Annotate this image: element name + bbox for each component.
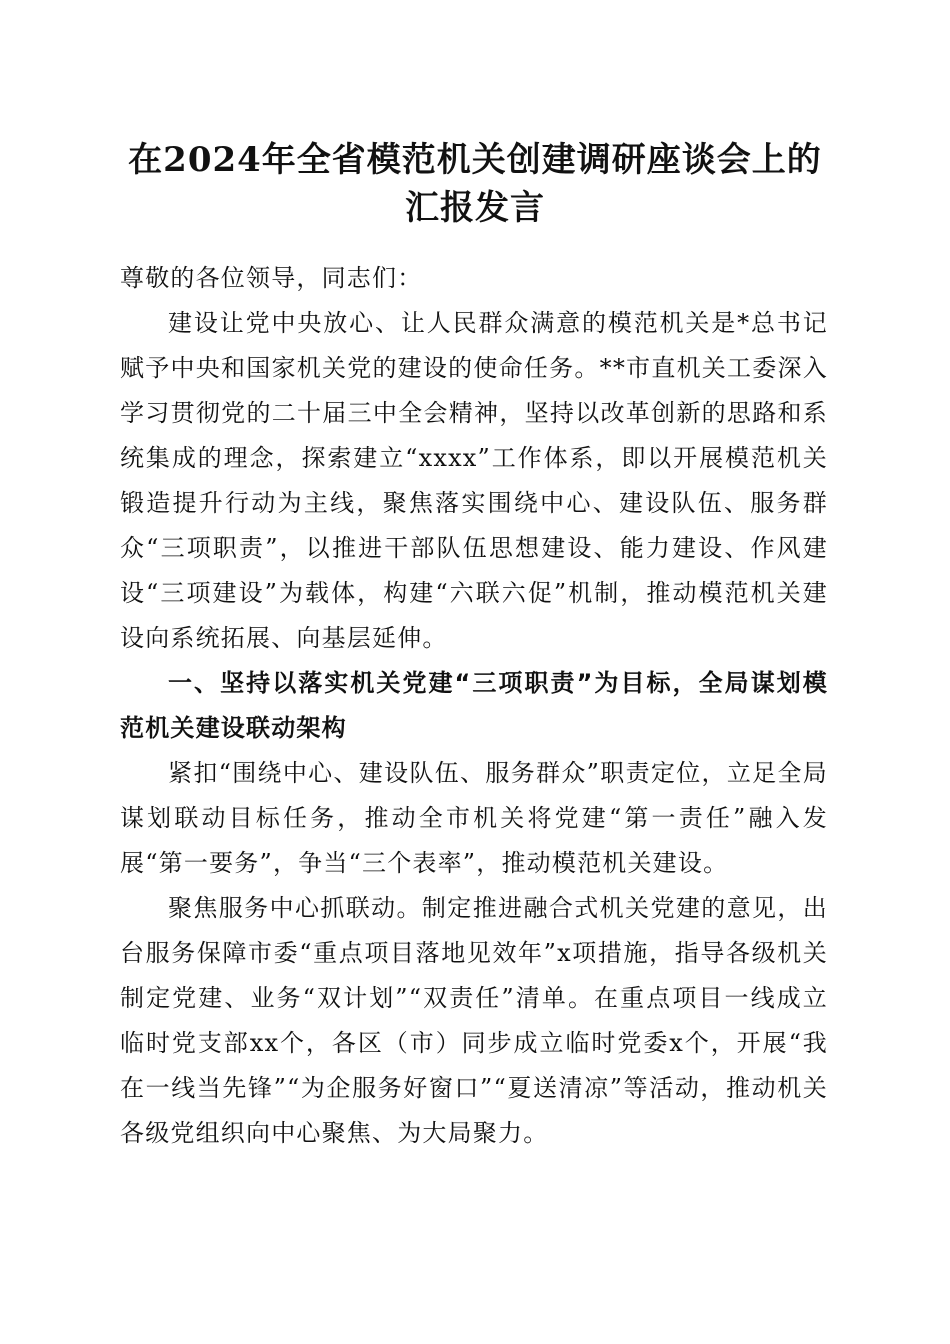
paragraph-intro: 建设让党中央放心、让人民群众满意的模范机关是*总书记赋予中央和国家机关党的建设的使命任务。**市直机关工委深入学习贯彻党的二十届三中全会精神，坚持以改革创新的思路和系统集成的理念，探索建立“xxxx”工作体系，即以开展模范机关锻造提升行动为主线，聚焦落实围绕中心、建设队伍、服务群众“三项职责”，以推进干部队伍思想建设、能力建设、作风建设“三项建设”为载体，构建“六联六促”机制，推动模范机关建设向系统拓展、向基层延伸。 [120, 309, 828, 652]
paragraph-section-1-item-1: 聚焦服务中心抓联动。制定推进融合式机关党建的意见，出台服务保障市委“重点项目落地见效年”x项措施，指导各级机关制定党建、业务“双计划”“双责任”清单。在重点项目一线成立临时党支部xx个，各区（市）同步成立临时党委x个，开展“我在一线当先锋”“为企服务好窗口”“夏送清凉”等活动，推动机关各级党组织向中心聚焦、为大局聚力。 [120, 894, 828, 1147]
document-title-line-2: 汇报发言 [405, 188, 545, 228]
document-body [120, 256, 828, 1156]
salutation: 尊敬的各位领导，同志们： [120, 264, 423, 292]
document-title-line-1: 在2024年全省模范机关创建调研座谈会上的 [128, 140, 822, 180]
section-heading-1: 一、坚持以落实机关党建“三项职责”为目标，全局谋划模范机关建设联动架构 [120, 669, 828, 742]
paragraph-section-1-overview: 紧扣“围绕中心、建设队伍、服务群众”职责定位，立足全局谋划联动目标任务，推动全市机关将党建“第一责任”融入发展“第一要务”，争当“三个表率”，推动模范机关建设。 [120, 759, 828, 877]
